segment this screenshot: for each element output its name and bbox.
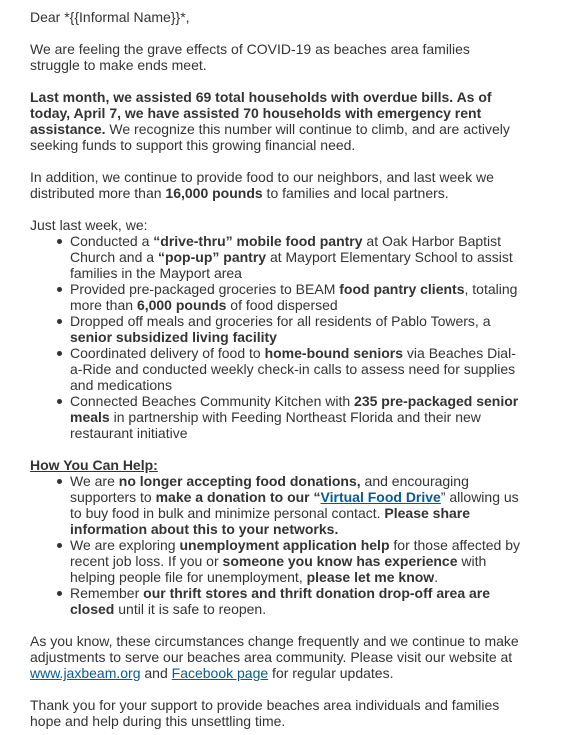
list-item-text: with helping people file for unemployment, — [70, 553, 487, 585]
list-item-text: via Beaches Dial-a-Ride and conducted weekly check-in calls to assess need for supplies and medications — [70, 345, 516, 393]
list-item — [70, 313, 520, 345]
thanks-paragraph: Thank you for your support to provide beaches area individuals and families hope and help during this unsettling time. — [30, 697, 500, 729]
list-item-bold: someone you know has experience — [222, 553, 458, 569]
food-pounds: 16,000 pounds — [165, 185, 263, 201]
list-item-text: until it is safe to reopen. — [114, 601, 267, 617]
greeting: Dear *{{Informal Name}}*, — [30, 9, 190, 25]
list-item-text: Remember — [70, 585, 144, 601]
list-item-bold: Please share information about this to your networks. — [70, 505, 471, 537]
list-item — [70, 393, 520, 441]
how-you-can-help-heading: How You Can Help: — [30, 457, 158, 473]
list-item-bold: “drive-thru” mobile food pantry — [153, 233, 363, 249]
list-item — [70, 345, 520, 393]
list-item-text: of food dispersed — [226, 297, 338, 313]
facebook-page-link[interactable]: Facebook page — [171, 665, 269, 681]
closing-text: As you know, these circumstances change frequently and we continue to make adjustments to serve our beaches area community. Please visit our website at — [30, 633, 519, 665]
list-item-bold: home-bound seniors — [264, 345, 404, 361]
list-item-text: ” allowing us to buy food in bulk and minimize personal contact. — [70, 489, 519, 521]
list-item-text: We are — [70, 473, 119, 489]
list-item — [70, 473, 520, 537]
list-item-bold: unemployment application help — [179, 537, 390, 553]
list-item-text: Coordinated delivery of food to — [70, 345, 265, 361]
list-item-text: at Oak Harbor Baptist Church and a — [70, 233, 502, 265]
stats-paragraph — [30, 89, 520, 153]
list-item-bold: please let me know — [306, 569, 435, 585]
food-text: In addition, we continue to provide food to our neighbors, and last week we distributed more than — [30, 169, 494, 201]
list-item-bold: make a donation to our “ — [155, 489, 321, 505]
list-item-text: Provided pre-packaged groceries to BEAM — [70, 281, 340, 297]
list-item — [70, 233, 520, 281]
help-list — [30, 473, 520, 617]
last-week-list — [30, 233, 520, 441]
list-item-text: We are exploring — [70, 537, 180, 553]
virtual-food-drive-link[interactable]: Virtual Food Drive — [320, 489, 441, 505]
closing-text: for regular updates. — [268, 665, 394, 681]
list-item-text: at Mayport Elementary School to assist families in the Mayport area — [70, 249, 513, 281]
list-item-bold: “pop-up” pantry — [157, 249, 267, 265]
closing-paragraph — [30, 633, 520, 681]
intro-paragraph: We are feeling the grave effects of COVID-19 as beaches area families struggle to make ends meet. — [30, 41, 470, 73]
list-item-text: Dropped off meals and groceries for all residents of Pablo Towers, a — [70, 313, 491, 329]
jaxbeam-website-link[interactable]: www.jaxbeam.org — [30, 665, 141, 681]
list-item — [70, 281, 520, 313]
list-item-text: . — [434, 569, 439, 585]
list-item-text: Conducted a — [70, 233, 154, 249]
stats-bold-text: Last month, we assisted 69 total households with overdue bills. As of today, April 7, we have assisted 70 households with emergency rent assistance. — [30, 89, 492, 137]
food-paragraph — [30, 169, 520, 201]
list-item — [70, 537, 520, 585]
list-item-text: for those affected by recent job loss. If you or — [70, 537, 520, 569]
donation-bold — [156, 489, 441, 505]
closing-text: and — [140, 665, 172, 681]
list-item-text: and encouraging supporters to — [70, 473, 469, 505]
list-item-bold: our thrift stores and thrift donation drop-off area are closed — [70, 585, 491, 617]
food-text-end: to families and local partners. — [262, 185, 449, 201]
list-item-text: Connected Beaches Community Kitchen with — [70, 393, 355, 409]
list-item-bold: food pantry clients — [339, 281, 465, 297]
list-item-text: , totaling more than — [70, 281, 518, 313]
last-week-lead: Just last week, we: — [30, 217, 148, 233]
list-item-bold: senior subsidized living facility — [70, 329, 277, 345]
list-item-bold: 235 pre-packaged senior meals — [70, 393, 519, 425]
list-item-text: in partnership with Feeding Northeast Florida and their new restaurant initiative — [70, 409, 481, 441]
stats-text: We recognize this number will continue to climb, and are actively seeking funds to support this growing financial need. — [30, 121, 510, 153]
list-item-bold: no longer accepting food donations, — [118, 473, 361, 489]
list-item-bold: 6,000 pounds — [136, 297, 227, 313]
list-item — [70, 585, 520, 617]
